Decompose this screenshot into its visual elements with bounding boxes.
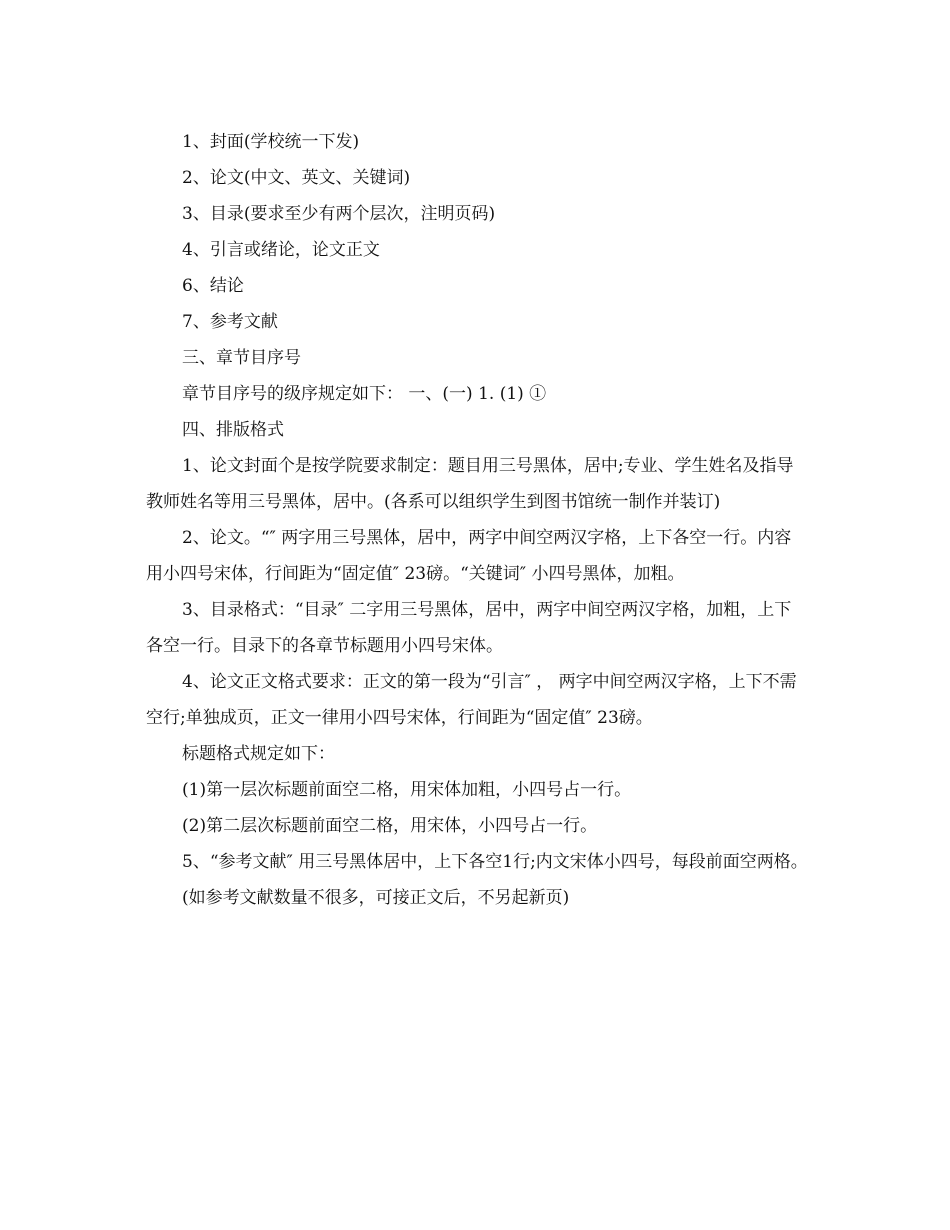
numbering-rule-paragraph: 章节目序号的级序规定如下： 一、(一) 1. (1) ①	[182, 384, 547, 404]
list-item-cover: 1、封面(学校统一下发)	[182, 132, 360, 152]
heading-format-intro: 标题格式规定如下：	[182, 744, 335, 764]
layout-rule-abstract: 2、论文。“″ 两字用三号黑体，居中，两字中间空两汉字格，上下各空一行。内容用小四号宋体，行间距为“固定值″ 23磅。“关键词″ 小四号黑体，加粗。	[146, 528, 792, 584]
heading-format-level-2: (2)第二层次标题前面空二格，用宋体，小四号占一行。	[182, 816, 598, 836]
references-note: (如参考文献数量不很多，可接正文后，不另起新页)	[182, 888, 570, 908]
heading-format-level-1: (1)第一层次标题前面空二格，用宋体加粗，小四号占一行。	[182, 780, 632, 800]
list-item-introduction: 4、引言或绪论，论文正文	[182, 240, 380, 260]
layout-rule-body: 4、论文正文格式要求：正文的第一段为“引言″ ， 两字中间空两汉字格，上下不需空行;单独成页，正文一律用小四号宋体，行间距为“固定值″ 23磅。	[146, 672, 797, 728]
list-item-references: 7、参考文献	[182, 312, 278, 332]
list-item-abstract: 2、论文(中文、英文、关键词)	[182, 168, 411, 188]
list-item-conclusion: 6、结论	[182, 276, 244, 296]
list-item-toc: 3、目录(要求至少有两个层次，注明页码)	[182, 204, 496, 224]
document-body	[146, 124, 808, 916]
layout-rule-toc: 3、目录格式：“目录″ 二字用三号黑体，居中，两字中间空两汉字格，加粗，上下各空一行。目录下的各章节标题用小四号宋体。	[146, 600, 792, 656]
section-heading-layout: 四、排版格式	[182, 420, 284, 440]
layout-rule-cover: 1、论文封面个是按学院要求制定：题目用三号黑体，居中;专业、学生姓名及指导教师姓名等用三号黑体，居中。(各系可以组织学生到图书馆统一制作并装订)	[146, 456, 794, 512]
layout-rule-references: 5、“参考文献″ 用三号黑体居中，上下各空1行;内文宋体小四号，每段前面空两格。	[182, 852, 808, 872]
section-heading-numbering: 三、章节目序号	[182, 348, 301, 368]
